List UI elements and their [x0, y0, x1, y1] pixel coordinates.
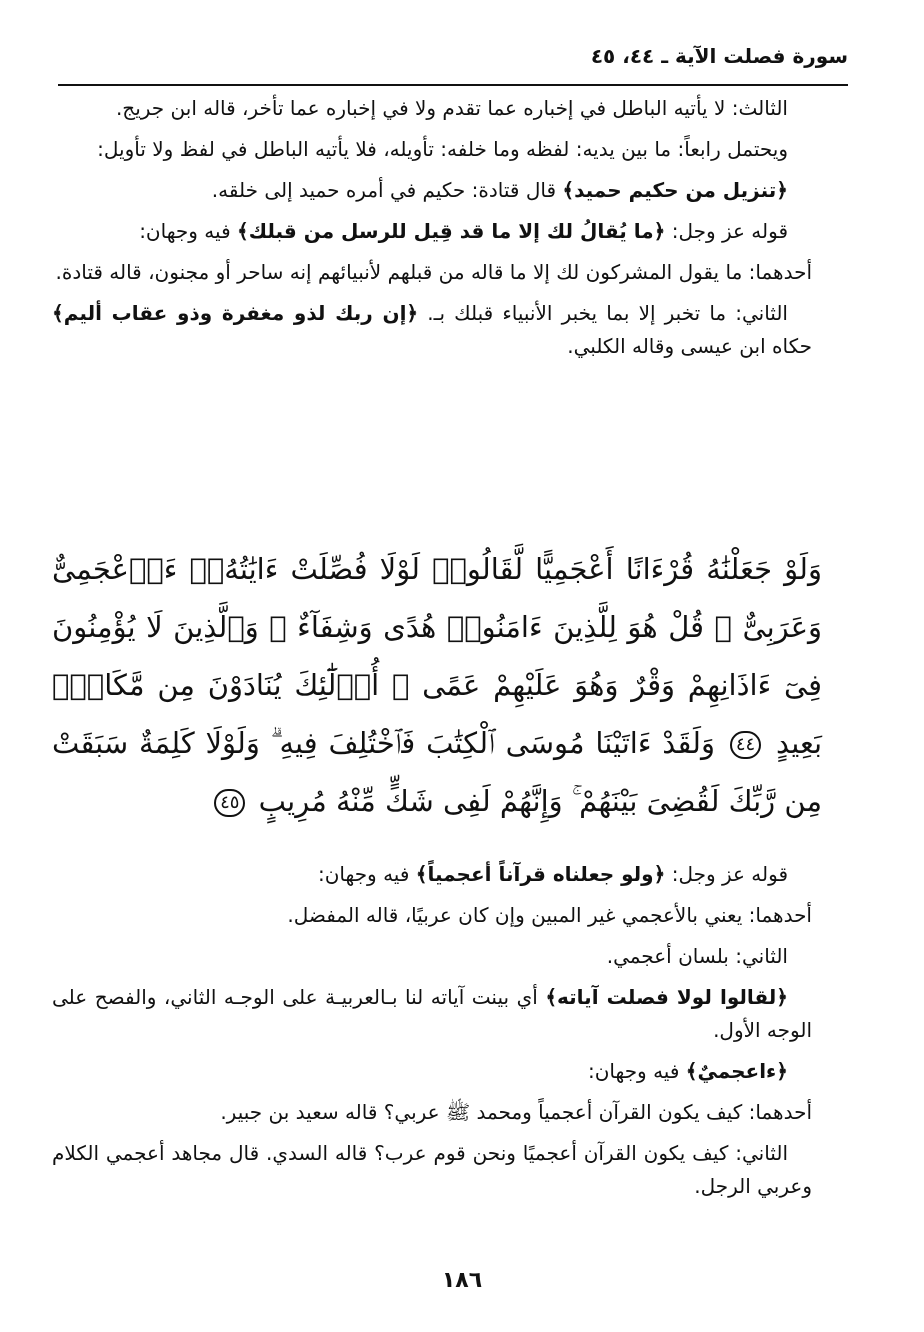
paragraph: أحدهما: كيف يكون القرآن أعجمياً ومحمد ﷺ عربي؟ قاله سعيد بن جبير.: [220, 1100, 812, 1124]
paragraph: الثاني: كيف يكون القرآن أعجميًا ونحن قوم عرب؟ قاله السدي. قال مجاهد أعجمي الكلام وعربي الرجل.: [52, 1141, 812, 1198]
paragraph: الثالث: لا يأتيه الباطل في إخباره عما تقدم ولا في إخباره عما تأخر، قاله ابن جريج.: [115, 96, 788, 120]
ayah-number: ٤٥: [214, 789, 245, 817]
paragraph: ويحتمل رابعاً: ما بين يديه: لفظه وما خلفه: تأويله، فلا يأتيه الباطل في لفظ ولا تأويل:: [97, 137, 788, 161]
text: قوله عز وجل:: [665, 219, 788, 243]
quran-quote: ﴿تنزيل من حكيم حميد﴾: [562, 178, 788, 202]
paragraph: الثاني: بلسان أعجمي.: [606, 944, 788, 968]
text: فيه وجهان:: [317, 862, 416, 886]
header-rule: [58, 84, 848, 86]
text: فيه وجهان:: [587, 1059, 686, 1083]
commentary-top: [52, 92, 812, 371]
verse-text: وَلَوْ جَعَلْنَٰهُ قُرْءَانًا أَعْجَمِيًّا لَّقَالُوا۟ لَوْلَا فُصِّلَتْ ءَايَٰتُهُۥٓ ءَا۬عْجَمِىٌّ وَعَرَبِىٌّ ۗ قُلْ هُوَ لِلَّذِينَ ءَامَنُوا۟ هُدًى وَشِفَآءٌ ۖ وَٱلَّذِينَ لَا يُؤْمِنُونَ فِىٓ ءَاذَانِهِمْ وَقْرٌ وَهُوَ عَلَيْهِمْ عَمًى ۚ أُو۟لَٰٓئِكَ يُنَادَوْنَ مِن مَّكَانٍۭ بَعِيدٍ: [52, 552, 823, 760]
verse-text: وَلَقَدْ ءَاتَيْنَا مُوسَى ٱلْكِتَٰبَ فَٱخْتُلِفَ فِيهِ ۗ وَلَوْلَا كَلِمَةٌ سَبَقَتْ مِن رَّبِّكَ لَقُضِىَ بَيْنَهُمْ ۚ وَإِنَّهُمْ لَفِى شَكٍّ مِّنْهُ مُرِيبٍ: [52, 726, 822, 818]
text: حكاه ابن عيسى وقاله الكلبي.: [567, 334, 812, 358]
commentary-bottom: [52, 858, 812, 1211]
quran-quote: ﴿لقالوا لولا فصلت آياته﴾: [545, 985, 789, 1009]
paragraph: [52, 215, 812, 248]
page-number: ١٨٦: [441, 1268, 483, 1293]
quran-quote: ﴿إن ربك لذو مغفرة وذو عقاب أليم﴾: [52, 301, 419, 325]
text: الثاني: ما تخبر إلا بما يخبر الأنبياء قبلك بـ.: [418, 301, 788, 325]
paragraph: [52, 297, 812, 363]
ayah-number: ٤٤: [730, 731, 761, 759]
text: فيه وجهان:: [139, 219, 237, 243]
paragraph: أحدهما: يعني بالأعجمي غير المبين وإن كان عربيًا، قاله المفضل.: [287, 903, 812, 927]
quran-quote: ﴿ءاعجميٌ﴾: [685, 1059, 788, 1083]
paragraph: [52, 858, 812, 891]
paragraph: [52, 981, 812, 1047]
paragraph: [52, 174, 812, 207]
text: أي بينت آياته لنا بـالعربيـة على الوجـه الثاني، والفصح على الوجه الأول.: [52, 985, 812, 1042]
text: قوله عز وجل:: [665, 862, 788, 886]
paragraph: أحدهما: ما يقول المشركون لك إلا ما قاله من قبلهم لأنبيائهم إنه ساحر أو مجنون، قاله قتادة.: [55, 260, 812, 284]
quran-quote: ﴿ما يُقالُ لك إلا ما قد قِيل للرسل من قبلك﴾: [236, 219, 666, 243]
running-header: سورة فصلت الآية ـ ٤٤، ٤٥: [590, 44, 848, 68]
paragraph: [52, 1055, 812, 1088]
text: قال قتادة: حكيم في أمره حميد إلى خلقه.: [211, 178, 563, 202]
quran-quote: ﴿ولو جعلناه قرآناً أعجمياً﴾: [415, 862, 666, 886]
quran-verse-block: [52, 540, 822, 830]
